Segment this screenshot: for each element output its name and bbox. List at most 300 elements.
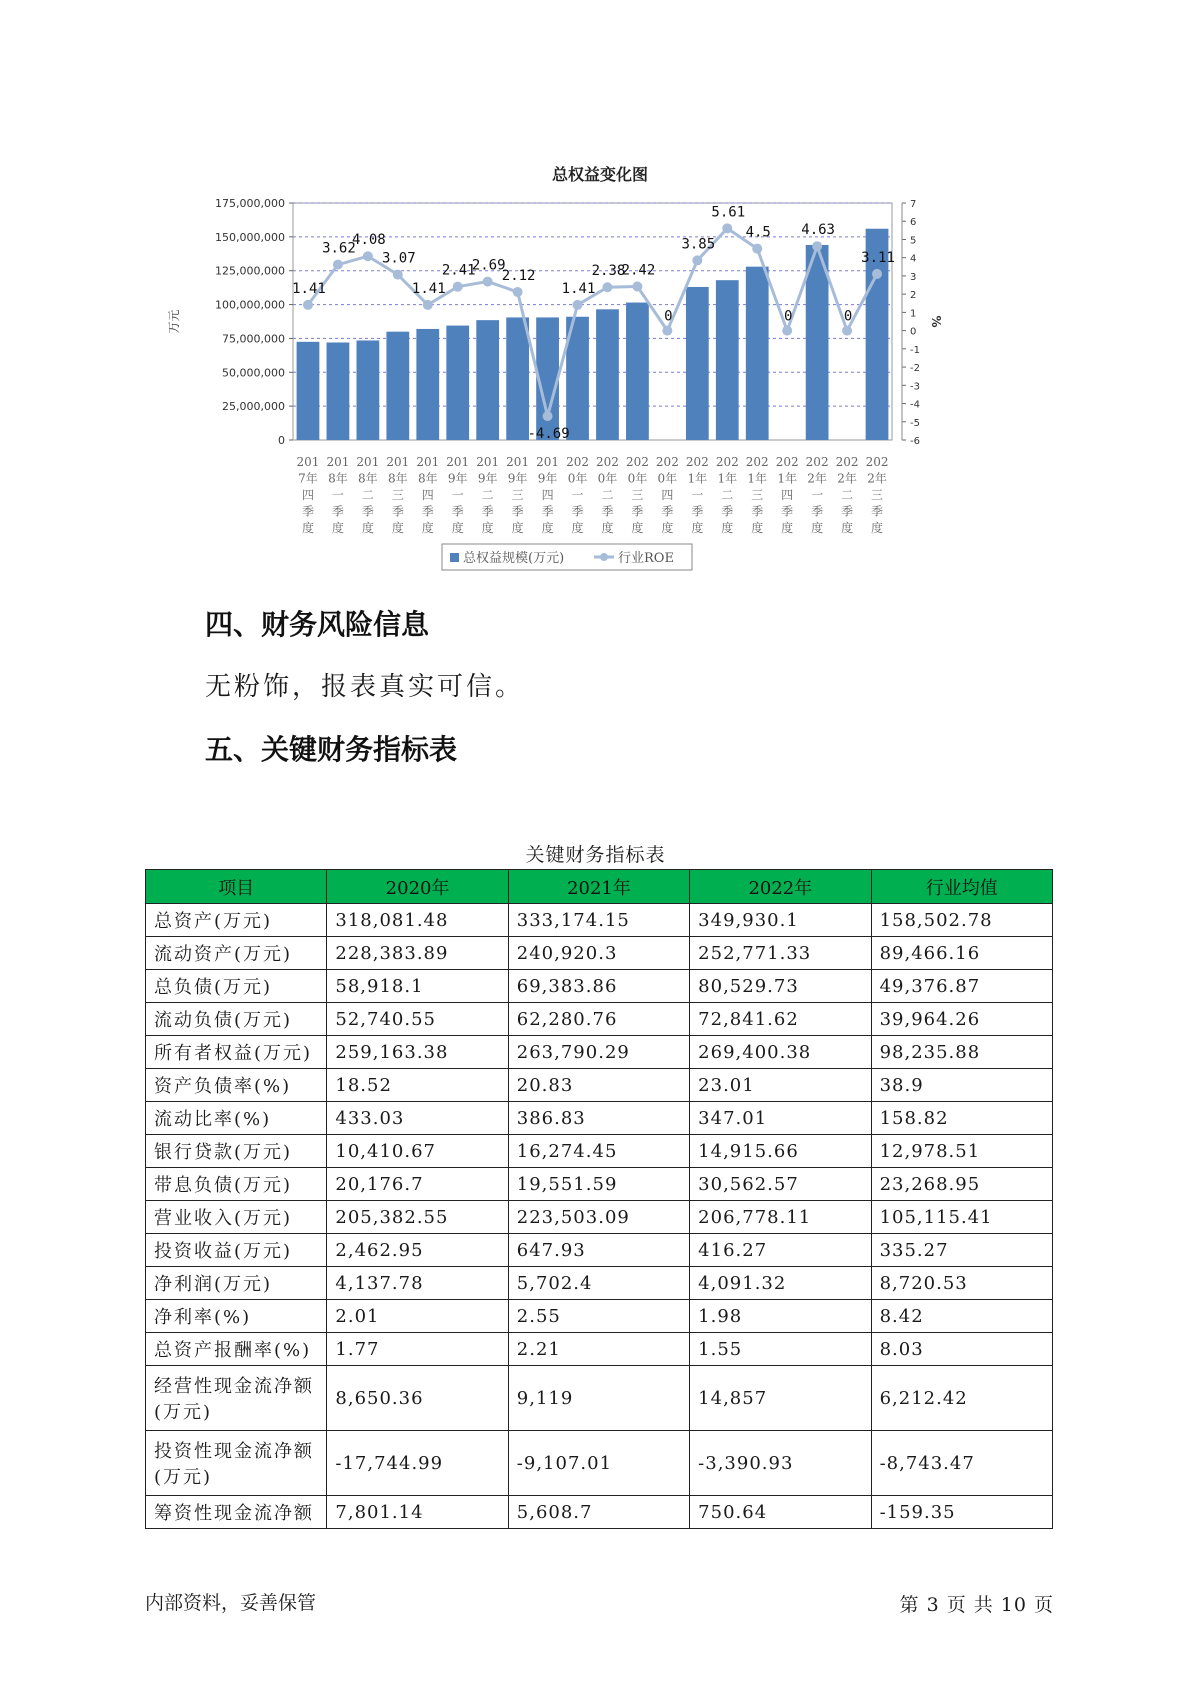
table-cell: 18.52: [327, 1069, 508, 1102]
x-category-label: 8年: [417, 471, 438, 486]
equity-bar: [506, 317, 529, 440]
equity-bar: [327, 342, 350, 440]
roe-data-label: 0: [664, 308, 673, 325]
table-cell: 8,720.53: [871, 1267, 1052, 1300]
x-category-label: 季: [571, 504, 584, 519]
roe-point: [872, 269, 882, 279]
right-tick-label: -2: [910, 363, 920, 375]
table-cell: 205,382.55: [327, 1201, 508, 1234]
table-cell: 259,163.38: [327, 1036, 508, 1069]
roe-point: [543, 411, 553, 421]
x-category-label: 季: [421, 504, 434, 519]
table-cell: 30,562.57: [690, 1168, 871, 1201]
table-cell: 228,383.89: [327, 937, 508, 970]
roe-data-label: 2.38: [591, 263, 626, 280]
roe-data-label: 3.85: [681, 236, 716, 253]
row-label-cell: 净利率(%): [146, 1300, 327, 1333]
x-category-label: 四: [661, 488, 674, 502]
x-category-label: 季: [361, 504, 374, 519]
table-cell: 14,857: [690, 1366, 871, 1431]
x-category-label: 一: [331, 488, 344, 502]
table-row: [146, 1036, 1053, 1069]
row-label-cell: 经营性现金流净额(万元): [146, 1366, 327, 1431]
x-category-label: 201: [536, 455, 560, 469]
x-category-label: 季: [481, 504, 494, 519]
x-category-label: 202: [685, 455, 709, 469]
left-tick-label: 75,000,000: [222, 332, 285, 346]
table-cell: 52,740.55: [327, 1003, 508, 1036]
table-cell: 9,119: [508, 1366, 689, 1431]
table-row: [146, 1234, 1053, 1267]
roe-point: [483, 277, 493, 287]
right-tick-label: 7: [910, 199, 917, 210]
legend-bar-swatch: [450, 553, 459, 562]
x-category-label: 度: [541, 521, 554, 535]
section-4-text: 无粉饰，报表真实可信。: [205, 672, 525, 702]
table-cell: 2.01: [327, 1300, 508, 1333]
table-cell: 16,274.45: [508, 1135, 689, 1168]
row-label-cell: 流动比率(%): [146, 1102, 327, 1135]
x-category-label: 201: [446, 455, 470, 469]
equity-bar: [806, 245, 829, 440]
table-cell: 23,268.95: [871, 1168, 1052, 1201]
table-cell: 386.83: [508, 1102, 689, 1135]
roe-data-label: 5.61: [711, 204, 746, 221]
chart-canvas: [167, 160, 1030, 620]
x-category-label: 度: [301, 521, 314, 535]
roe-data-label: 2.12: [501, 267, 536, 284]
right-tick-label: -6: [910, 436, 920, 447]
x-category-label: 季: [541, 504, 554, 519]
x-category-label: 9年: [477, 471, 498, 486]
roe-point: [363, 251, 373, 261]
equity-bar: [356, 340, 379, 440]
table-header-cell: 2022年: [690, 870, 871, 904]
right-tick-label: 1: [910, 308, 917, 320]
table-cell: -159.35: [871, 1496, 1052, 1529]
table-row: [146, 1135, 1053, 1168]
left-axis-title: 万元: [167, 309, 181, 334]
x-category-label: 201: [296, 455, 320, 469]
table-cell: 1.77: [327, 1333, 508, 1366]
table-cell: 14,915.66: [690, 1135, 871, 1168]
x-category-label: 0年: [627, 471, 648, 486]
x-category-label: 0年: [567, 471, 588, 486]
table-cell: 6,212.42: [871, 1366, 1052, 1431]
table-cell: 158,502.78: [871, 904, 1052, 937]
table-cell: 223,503.09: [508, 1201, 689, 1234]
x-category-label: 1年: [747, 471, 768, 486]
x-category-label: 度: [391, 521, 404, 535]
x-category-label: 季: [331, 504, 344, 519]
table-cell: 105,115.41: [871, 1201, 1052, 1234]
table-cell: -8,743.47: [871, 1431, 1052, 1496]
x-category-label: 2年: [837, 471, 857, 486]
row-label-cell: 流动资产(万元): [146, 937, 327, 970]
x-category-label: 三: [391, 488, 404, 502]
x-category-label: 度: [811, 521, 824, 535]
equity-bar: [446, 326, 469, 440]
equity-bar: [686, 287, 709, 440]
table-cell: 4,091.32: [690, 1267, 871, 1300]
table-cell: 23.01: [690, 1069, 871, 1102]
table-cell: 69,383.86: [508, 970, 689, 1003]
roe-point: [632, 281, 642, 291]
x-category-label: 度: [481, 521, 494, 535]
x-category-label: 季: [751, 504, 764, 519]
roe-data-label: 4.63: [801, 222, 835, 239]
table-cell: 2,462.95: [327, 1234, 508, 1267]
x-category-label: 202: [566, 455, 589, 469]
x-category-label: 7年: [298, 471, 318, 486]
table-cell: 12,978.51: [871, 1135, 1052, 1168]
left-tick-label: 25,000,000: [222, 400, 285, 414]
x-category-label: 二: [841, 488, 854, 502]
right-axis-title: %: [929, 315, 943, 328]
roe-data-label: 1.41: [561, 280, 596, 297]
left-tick-label: 150,000,000: [215, 230, 285, 244]
table-cell: -3,390.93: [690, 1431, 871, 1496]
roe-data-label: 3.62: [322, 240, 356, 257]
roe-point: [573, 300, 583, 310]
table-cell: 7,801.14: [327, 1496, 508, 1529]
right-tick-label: -3: [910, 381, 920, 393]
right-tick-label: 6: [910, 217, 917, 229]
table-cell: 98,235.88: [871, 1036, 1052, 1069]
table-cell: 38.9: [871, 1069, 1052, 1102]
x-category-label: 8年: [328, 471, 348, 486]
x-category-label: 201: [416, 455, 440, 469]
x-category-label: 8年: [388, 471, 408, 486]
table-cell: 269,400.38: [690, 1036, 871, 1069]
table-cell: -17,744.99: [327, 1431, 508, 1496]
roe-data-label: 1.41: [292, 280, 326, 297]
x-category-label: 度: [421, 521, 434, 535]
roe-point: [812, 241, 822, 251]
x-category-label: 一: [811, 488, 824, 502]
table-cell: 158.82: [871, 1102, 1052, 1135]
table-header-cell: 行业均值: [871, 870, 1052, 904]
legend-line-marker: [600, 553, 608, 561]
x-category-label: 四: [421, 488, 434, 502]
roe-data-label: -4.69: [527, 426, 570, 443]
x-category-label: 季: [781, 504, 794, 519]
roe-point: [602, 282, 612, 292]
roe-data-label: 0: [843, 308, 853, 325]
x-category-label: 二: [601, 488, 614, 502]
roe-data-label: 4.08: [352, 232, 386, 249]
x-category-label: 度: [571, 521, 584, 535]
right-tick-label: 4: [910, 253, 917, 265]
x-category-label: 季: [871, 504, 884, 519]
table-cell: 318,081.48: [327, 904, 508, 937]
x-category-label: 一: [451, 488, 464, 502]
x-category-label: 202: [715, 455, 739, 469]
table-cell: 1.98: [690, 1300, 871, 1333]
table-row: [146, 904, 1053, 937]
table-cell: 58,918.1: [327, 970, 508, 1003]
roe-data-label: 2.42: [621, 262, 656, 279]
x-category-label: 0年: [657, 471, 678, 486]
table-cell: 8.42: [871, 1300, 1052, 1333]
x-category-label: 201: [356, 455, 380, 469]
x-category-label: 202: [745, 455, 769, 469]
roe-point: [453, 282, 463, 292]
right-tick-label: 5: [910, 235, 917, 247]
x-category-label: 202: [835, 455, 859, 469]
right-tick-label: 2: [910, 290, 917, 302]
row-label-cell: 带息负债(万元): [146, 1168, 327, 1201]
row-label-cell: 投资性现金流净额(万元): [146, 1431, 327, 1496]
x-category-label: 季: [811, 504, 824, 519]
x-category-label: 度: [631, 521, 644, 535]
roe-point: [662, 326, 672, 336]
right-tick-label: -5: [910, 417, 920, 429]
x-category-label: 8年: [358, 471, 378, 486]
table-header-cell: 2021年: [508, 870, 689, 904]
x-category-label: 三: [631, 488, 644, 502]
table-cell: 5,702.4: [508, 1267, 689, 1300]
roe-point: [303, 300, 313, 310]
x-category-label: 202: [596, 455, 619, 469]
x-category-label: 9年: [537, 471, 558, 486]
x-category-label: 1年: [687, 471, 708, 486]
page-number: 第 3 页 共 10 页: [899, 1594, 1054, 1616]
right-tick-label: -4: [910, 399, 920, 411]
x-category-label: 季: [721, 504, 734, 519]
equity-bar: [476, 320, 499, 440]
x-category-label: 季: [301, 504, 314, 519]
table-row: [146, 1333, 1053, 1366]
equity-bar: [716, 280, 739, 440]
x-category-label: 度: [451, 521, 464, 535]
x-category-label: 201: [386, 455, 410, 469]
row-label-cell: 净利润(万元): [146, 1267, 327, 1300]
table-cell: 206,778.11: [690, 1201, 871, 1234]
x-category-label: 度: [361, 521, 374, 535]
table-row: [146, 1300, 1053, 1333]
x-category-label: 202: [655, 455, 679, 469]
table-cell: 2.55: [508, 1300, 689, 1333]
left-tick-label: 0: [278, 434, 285, 447]
x-category-label: 三: [751, 488, 764, 502]
table-title: 关键财务指标表: [525, 844, 666, 866]
roe-data-label: 0: [783, 308, 793, 325]
x-category-label: 二: [481, 488, 494, 502]
table-cell: 20.83: [508, 1069, 689, 1102]
table-cell: 8,650.36: [327, 1366, 508, 1431]
right-tick-label: -1: [910, 344, 920, 356]
table-cell: 647.93: [508, 1234, 689, 1267]
table-cell: 349,930.1: [690, 904, 871, 937]
x-category-label: 四: [301, 488, 314, 502]
table-cell: 416.27: [690, 1234, 871, 1267]
table-row: [146, 1366, 1053, 1431]
row-label-cell: 资产负债率(%): [146, 1069, 327, 1102]
row-label-cell: 流动负债(万元): [146, 1003, 327, 1036]
table-cell: 750.64: [690, 1496, 871, 1529]
row-label-cell: 营业收入(万元): [146, 1201, 327, 1234]
roe-point: [393, 270, 403, 280]
x-category-label: 季: [391, 504, 404, 519]
equity-bar: [297, 342, 320, 440]
x-category-label: 一: [691, 488, 704, 502]
table-cell: 240,920.3: [508, 937, 689, 970]
x-category-label: 202: [775, 455, 799, 469]
equity-chart: [167, 160, 1030, 620]
equity-bar: [596, 309, 619, 440]
table-cell: -9,107.01: [508, 1431, 689, 1496]
table-cell: 62,280.76: [508, 1003, 689, 1036]
equity-bar: [626, 303, 649, 440]
left-tick-label: 175,000,000: [215, 197, 285, 210]
table-cell: 1.55: [690, 1333, 871, 1366]
x-category-label: 0年: [597, 471, 618, 486]
table-row: [146, 1069, 1053, 1102]
x-category-label: 季: [511, 504, 524, 519]
x-category-label: 9年: [507, 471, 528, 486]
table-cell: 5,608.7: [508, 1496, 689, 1529]
roe-data-label: 3.11: [861, 249, 895, 266]
footer-confidential: 内部资料，妥善保管: [145, 1592, 317, 1614]
equity-bar: [386, 332, 409, 440]
left-tick-label: 100,000,000: [215, 298, 285, 312]
x-category-label: 1年: [777, 471, 797, 486]
table-cell: 335.27: [871, 1234, 1052, 1267]
table-row: [146, 1168, 1053, 1201]
x-category-label: 一: [571, 488, 584, 502]
table-cell: 252,771.33: [690, 937, 871, 970]
x-category-label: 度: [721, 521, 734, 535]
table-row: [146, 1102, 1053, 1135]
table-cell: 39,964.26: [871, 1003, 1052, 1036]
x-category-label: 季: [451, 504, 464, 519]
left-tick-label: 50,000,000: [222, 366, 285, 380]
table-cell: 433.03: [327, 1102, 508, 1135]
table-row: [146, 1431, 1053, 1496]
key-financial-table: [145, 869, 1053, 1529]
roe-point: [513, 287, 523, 297]
roe-data-label: 4.5: [745, 224, 771, 241]
right-tick-label: 0: [910, 326, 917, 338]
table-row: [146, 1201, 1053, 1234]
x-category-label: 202: [625, 455, 649, 469]
table-cell: 2.21: [508, 1333, 689, 1366]
chart-title: 总权益变化图: [551, 165, 649, 184]
x-category-label: 季: [841, 504, 854, 519]
x-category-label: 202: [805, 455, 829, 469]
x-category-label: 季: [661, 504, 674, 519]
legend-bar-label: 总权益规模(万元): [463, 551, 565, 566]
x-category-label: 季: [631, 504, 644, 519]
table-row: [146, 1267, 1053, 1300]
row-label-cell: 银行贷款(万元): [146, 1135, 327, 1168]
table-header-cell: 项目: [146, 870, 327, 904]
x-category-label: 2年: [867, 471, 887, 486]
table-cell: 8.03: [871, 1333, 1052, 1366]
table-cell: 333,174.15: [508, 904, 689, 937]
equity-bar: [416, 329, 439, 440]
table-cell: 80,529.73: [690, 970, 871, 1003]
x-category-label: 202: [865, 455, 889, 469]
roe-point: [842, 326, 852, 336]
x-category-label: 二: [361, 488, 374, 502]
table-cell: 19,551.59: [508, 1168, 689, 1201]
section-4-title: 四、财务风险信息: [205, 608, 430, 641]
table-cell: 263,790.29: [508, 1036, 689, 1069]
row-label-cell: 总资产(万元): [146, 904, 327, 937]
table-row: [146, 1003, 1053, 1036]
roe-point: [333, 260, 343, 270]
roe-data-label: 3.07: [381, 250, 416, 267]
x-category-label: 度: [691, 521, 704, 535]
left-tick-label: 125,000,000: [215, 264, 285, 278]
roe-point: [692, 255, 702, 265]
row-label-cell: 所有者权益(万元): [146, 1036, 327, 1069]
x-category-label: 201: [506, 455, 530, 469]
x-category-label: 三: [871, 488, 884, 502]
roe-data-label: 2.69: [471, 257, 506, 274]
table-cell: 89,466.16: [871, 937, 1052, 970]
roe-point: [782, 326, 792, 336]
row-label-cell: 筹资性现金流净额: [146, 1496, 327, 1529]
table-row: [146, 937, 1053, 970]
x-category-label: 201: [476, 455, 500, 469]
equity-bar: [746, 267, 769, 440]
table-cell: 4,137.78: [327, 1267, 508, 1300]
x-category-label: 度: [661, 521, 674, 535]
legend-line-label: 行业ROE: [618, 551, 674, 566]
x-category-label: 四: [781, 488, 794, 502]
x-category-label: 三: [511, 488, 524, 502]
section-5-title: 五、关键财务指标表: [205, 733, 458, 766]
x-category-label: 度: [751, 521, 764, 535]
right-tick-label: 3: [910, 271, 917, 283]
x-category-label: 201: [326, 455, 350, 469]
roe-point: [752, 244, 762, 254]
x-category-label: 四: [541, 488, 554, 502]
x-category-label: 度: [511, 521, 524, 535]
x-category-label: 9年: [447, 471, 468, 486]
row-label-cell: 总资产报酬率(%): [146, 1333, 327, 1366]
row-label-cell: 投资收益(万元): [146, 1234, 327, 1267]
x-category-label: 季: [691, 504, 704, 519]
table-cell: 72,841.62: [690, 1003, 871, 1036]
x-category-label: 度: [601, 521, 614, 535]
table-cell: 49,376.87: [871, 970, 1052, 1003]
roe-point: [722, 223, 732, 233]
x-category-label: 季: [601, 504, 614, 519]
x-category-label: 度: [331, 521, 344, 535]
x-category-label: 2年: [807, 471, 827, 486]
x-category-label: 二: [721, 488, 734, 502]
table-row: [146, 970, 1053, 1003]
x-category-label: 1年: [717, 471, 738, 486]
table-cell: 20,176.7: [327, 1168, 508, 1201]
x-category-label: 度: [841, 521, 854, 535]
roe-data-label: 2.41: [441, 262, 476, 279]
roe-point: [423, 300, 433, 310]
table-row: [146, 1496, 1053, 1529]
table-header-cell: 2020年: [327, 870, 508, 904]
roe-data-label: 1.41: [411, 280, 446, 297]
x-category-label: 度: [781, 521, 794, 535]
x-category-label: 度: [871, 521, 884, 535]
row-label-cell: 总负债(万元): [146, 970, 327, 1003]
table-header-row: [146, 870, 1053, 904]
table-cell: 10,410.67: [327, 1135, 508, 1168]
table-cell: 347.01: [690, 1102, 871, 1135]
